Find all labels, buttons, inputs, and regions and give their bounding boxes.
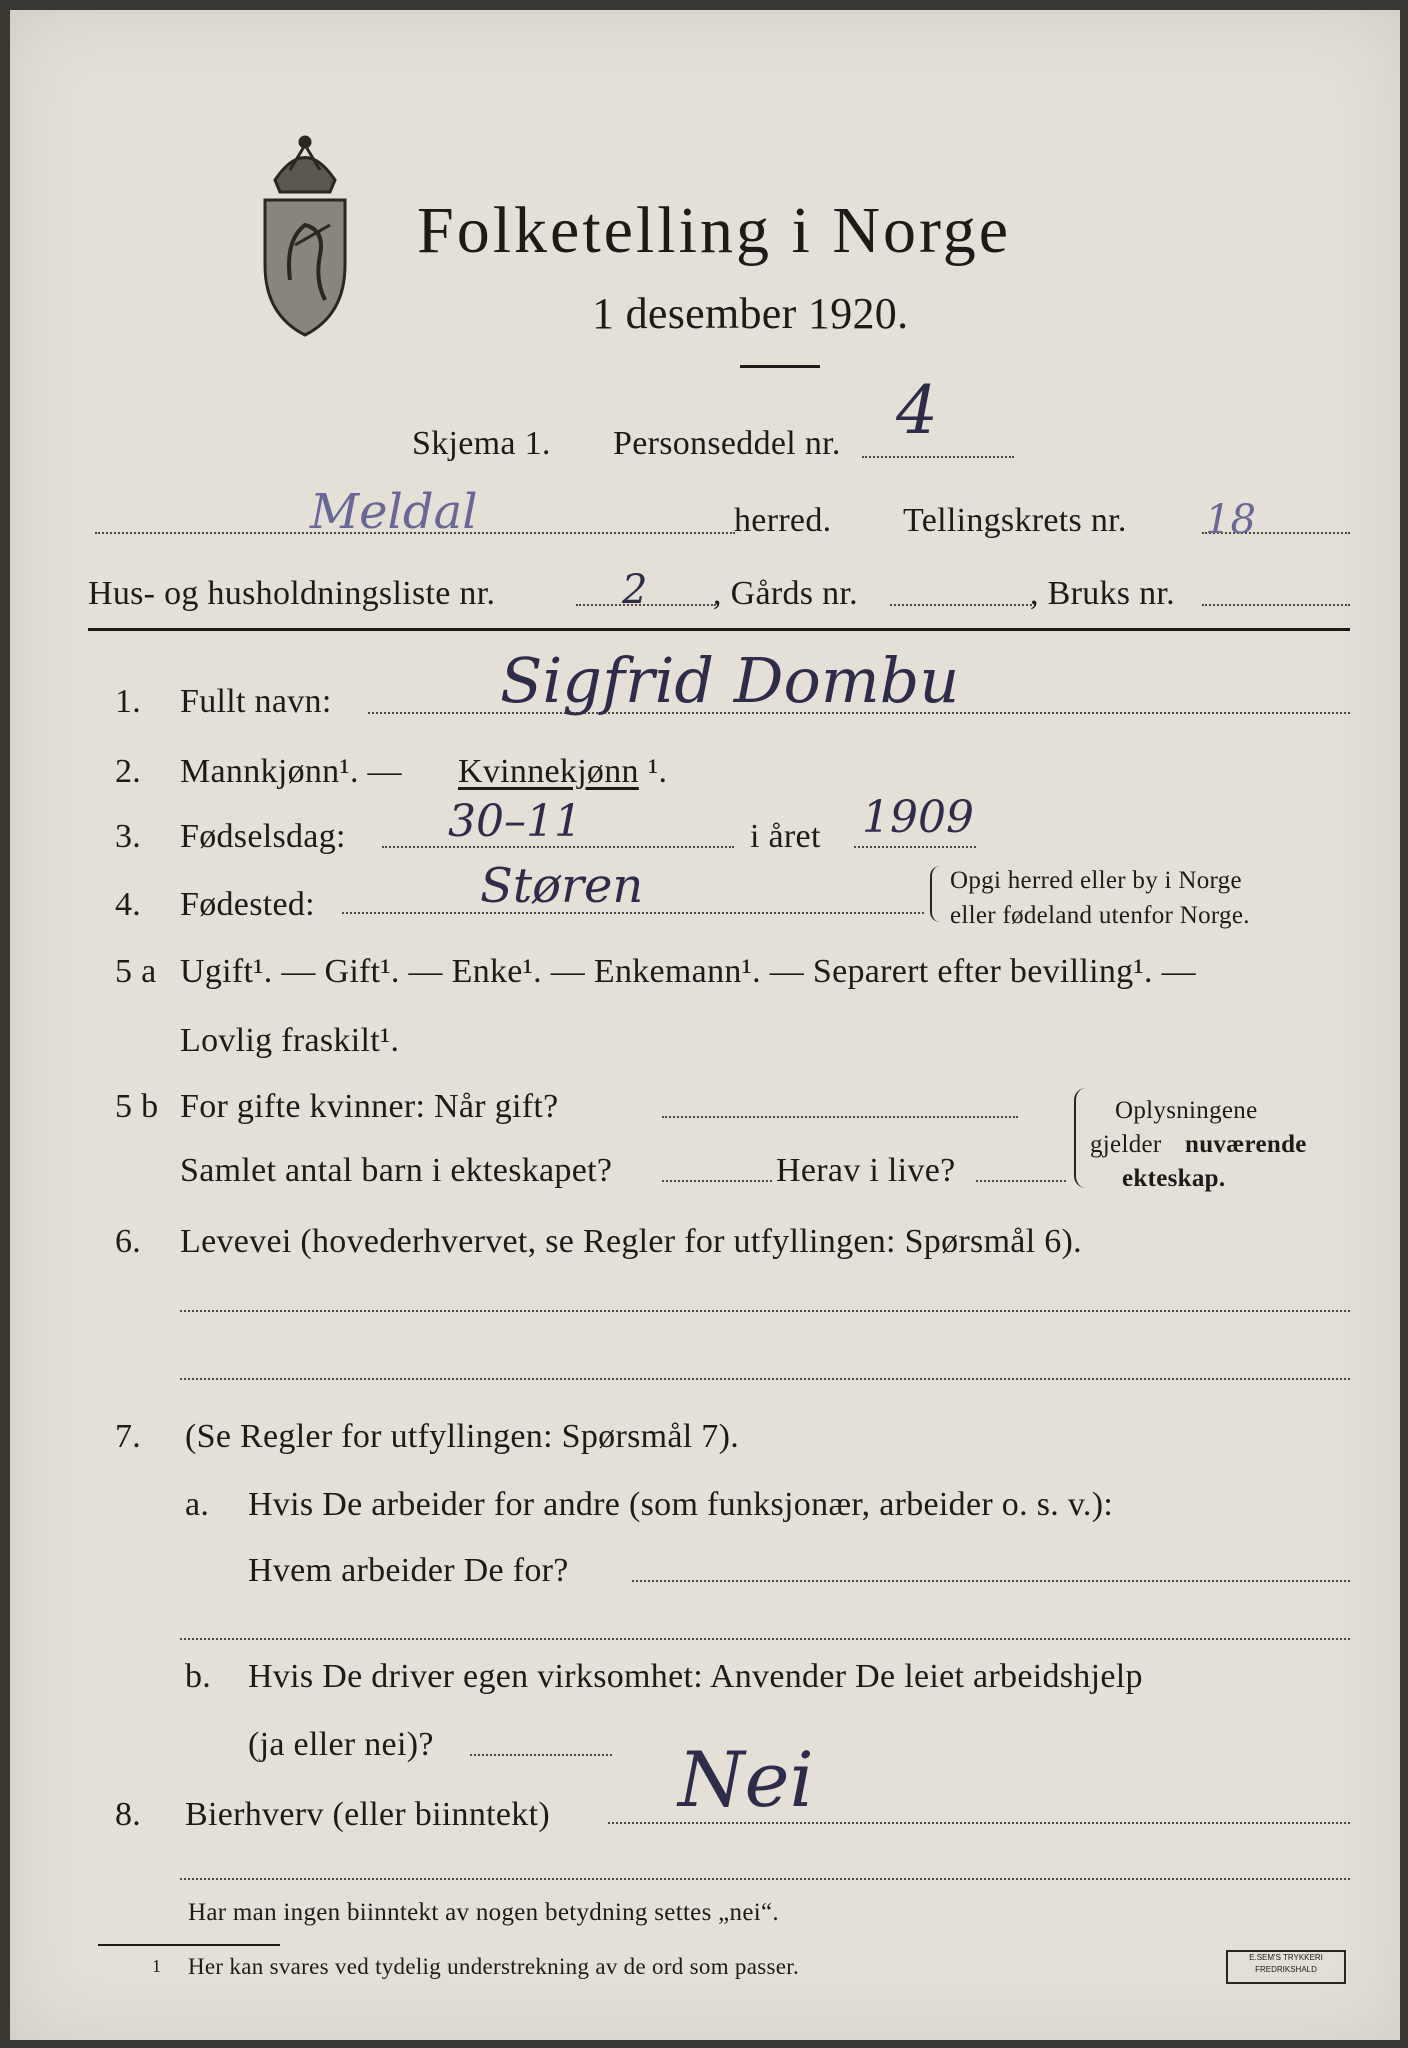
q4-label: Fødested: bbox=[180, 886, 315, 923]
q3-year-dotted-line bbox=[854, 846, 976, 848]
footnote-rule bbox=[98, 1944, 280, 1946]
q7a-answer-line-2 bbox=[180, 1638, 1350, 1640]
secondary-income-note: Har man ingen biinntekt av nogen betydning settes „nei“. bbox=[188, 1899, 779, 1926]
q5b-note-line-1: Oplysningene bbox=[1115, 1097, 1258, 1124]
q2-female-footnote-mark: ¹. bbox=[648, 753, 668, 790]
bruks-dotted-line bbox=[1202, 604, 1350, 606]
q5b-children-label: Samlet antal barn i ekteskapet? bbox=[180, 1152, 613, 1189]
printer-stamp-line-1: E.SEM'S TRYKKERI bbox=[1249, 1953, 1323, 1962]
q1-number: 1. bbox=[115, 683, 142, 720]
q7b-marker: b. bbox=[185, 1658, 212, 1695]
q5b-note-line-3: ekteskap. bbox=[1122, 1165, 1226, 1192]
printer-stamp-line-2: FREDRIKSHALD bbox=[1255, 1965, 1317, 1974]
household-list-label: Hus- og husholdningsliste nr. bbox=[88, 575, 496, 612]
q1-full-name: Sigfrid Dombu bbox=[500, 644, 960, 717]
q7a-label: Hvis De arbeider for andre (som funksjonær, arbeider o. s. v.): bbox=[248, 1486, 1114, 1523]
q6-label: Levevei (hovederhvervet, se Regler for utfyllingen: Spørsmål 6). bbox=[180, 1223, 1082, 1260]
q5b-alive-label: Herav i live? bbox=[776, 1152, 956, 1189]
tellingskrets-label: Tellingskrets nr. bbox=[903, 502, 1127, 539]
q5b-children-dotted-line bbox=[662, 1180, 772, 1182]
household-list-value: 2 bbox=[622, 567, 648, 613]
q6-number: 6. bbox=[115, 1223, 142, 1260]
personseddel-dotted-line bbox=[862, 456, 1014, 458]
q6-answer-line-1 bbox=[180, 1310, 1350, 1312]
q1-label: Fullt navn: bbox=[180, 683, 332, 720]
q2-number: 2. bbox=[115, 753, 142, 790]
q5b-note-brace bbox=[1074, 1088, 1086, 1188]
q7a-employer-label: Hvem arbeider De for? bbox=[248, 1552, 569, 1589]
coat-of-arms-icon bbox=[245, 130, 365, 340]
personseddel-label: Personseddel nr. bbox=[613, 425, 841, 462]
q4-note-line-2: eller fødeland utenfor Norge. bbox=[950, 902, 1250, 929]
q4-note-brace bbox=[930, 866, 940, 922]
q7b-dotted-line bbox=[470, 1754, 612, 1756]
q4-number: 4. bbox=[115, 886, 142, 923]
q5a-options: Ugift¹. — Gift¹. — Enke¹. — Enkemann¹. — Separert efter bevilling¹. — bbox=[180, 953, 1196, 990]
tellingskrets-value: 18 bbox=[1205, 497, 1256, 543]
q3-birth-year: 1909 bbox=[862, 792, 974, 843]
q8-label: Bierhverv (eller biinntekt) bbox=[185, 1796, 550, 1833]
footnote-text: Her kan svares ved tydelig understrekning av de ord som passer. bbox=[188, 1954, 799, 1979]
census-form bbox=[10, 10, 1400, 2040]
q5a-number: 5 a bbox=[115, 953, 157, 990]
form-title: Folketelling i Norge bbox=[417, 194, 1012, 267]
q5b-number: 5 b bbox=[115, 1088, 159, 1125]
q6-answer-line-2 bbox=[180, 1378, 1350, 1380]
q2-male-option: Mannkjønn¹. — bbox=[180, 753, 402, 790]
printer-stamp bbox=[1226, 1950, 1346, 1984]
q5b-note-line-2: gjelder bbox=[1090, 1131, 1162, 1158]
schema-label: Skjema 1. bbox=[412, 425, 551, 462]
q5a-options-continued: Lovlig fraskilt¹. bbox=[180, 1022, 400, 1059]
q7a-employer-dotted-line bbox=[632, 1580, 1350, 1582]
q7-label: (Se Regler for utfyllingen: Spørsmål 7). bbox=[185, 1418, 740, 1455]
herred-label: herred. bbox=[734, 502, 832, 539]
q5b-when-married-label: For gifte kvinner: Når gift? bbox=[180, 1088, 559, 1125]
form-date: 1 desember 1920. bbox=[592, 289, 909, 338]
q5b-alive-dotted-line bbox=[976, 1180, 1066, 1182]
q8-secondary-income-answer: Nei bbox=[678, 1735, 814, 1824]
header-divider bbox=[88, 628, 1350, 631]
q7b-yes-no-label: (ja eller nei)? bbox=[248, 1726, 434, 1763]
q4-birthplace: Støren bbox=[480, 858, 644, 914]
q3-label: Fødselsdag: bbox=[180, 818, 346, 855]
q7b-label: Hvis De driver egen virksomhet: Anvender De leiet arbeidshjelp bbox=[248, 1658, 1143, 1695]
q4-note-line-1: Opgi herred eller by i Norge bbox=[950, 867, 1242, 894]
herred-value: Meldal bbox=[310, 484, 478, 540]
q7-number: 7. bbox=[115, 1418, 142, 1455]
bruks-label: , Bruks nr. bbox=[1030, 575, 1175, 612]
gards-dotted-line bbox=[890, 604, 1032, 606]
q5b-when-married-dotted-line bbox=[662, 1116, 1018, 1118]
q5b-note-line-2-bold: nuværende bbox=[1185, 1131, 1307, 1158]
q8-answer-line-2 bbox=[180, 1878, 1350, 1880]
title-divider bbox=[740, 365, 820, 368]
gards-label: , Gårds nr. bbox=[713, 575, 858, 612]
q3-year-label: i året bbox=[750, 818, 821, 855]
q3-birth-date: 30–11 bbox=[448, 796, 582, 847]
q3-number: 3. bbox=[115, 818, 142, 855]
q7a-marker: a. bbox=[185, 1486, 210, 1523]
footnote-mark: 1 bbox=[152, 1956, 162, 1976]
q2-female-option: Kvinnekjønn bbox=[458, 753, 639, 790]
personseddel-number: 4 bbox=[896, 372, 938, 449]
q8-number: 8. bbox=[115, 1796, 142, 1833]
